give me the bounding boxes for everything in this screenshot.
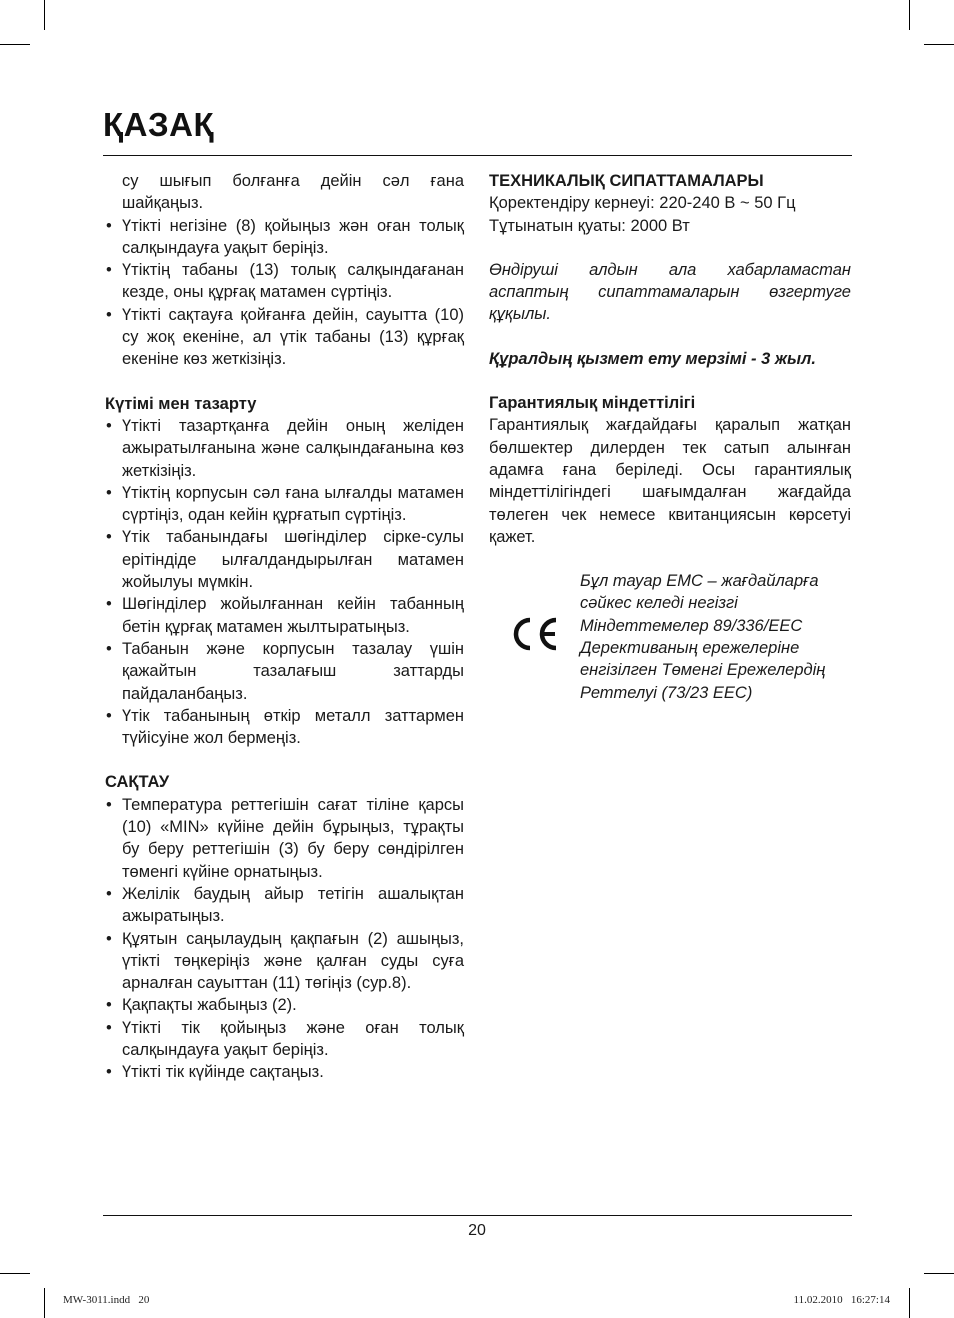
list-item: • Желілік баудың айыр тетігін ашалықтан ажыратыңыз.	[105, 883, 464, 928]
list-item: • Үтікті тазартқанға дейін оның желіден ажыратылғанына және салқындағанына көз жеткізіңіз.	[105, 415, 464, 482]
storage-heading: САҚТАУ	[105, 773, 170, 792]
crop-mark	[44, 1288, 45, 1318]
crop-mark	[0, 1273, 30, 1274]
list-item: • Құятын саңылаудың қақпағын (2) ашыңыз, үтікті төңкеріңіз және қалған суды суға арналған сауыттан (11) төгіңіз (сур.8).	[105, 928, 464, 995]
list-item: • Үтіктің корпусын сәл ғана ылғалды матамен сүртіңіз, одан кейін құрғатып сүртіңіз.	[105, 482, 464, 527]
warranty-text: Гарантиялық жағдайдағы қаралып жатқан бөлшектер дилерден тек сатып алынған адамға ғана беріледі. Осы гарантиялық міндеттілігіндегі шағымдалған жағдайда төлеген чек немесе квитанциясын көрсетуі қажет.	[489, 416, 851, 546]
ce-mark-icon	[509, 614, 561, 654]
care-heading: Күтімі мен тазарту	[105, 394, 257, 413]
list-item: • Үтікті тік күйінде сақтаңыз.	[105, 1061, 464, 1083]
crop-mark	[44, 0, 45, 30]
list-item: • Температура реттегішін сағат тіліне қарсы (10) «MIN» күйіне дейін бұрыңыз, тұрақты бу беру реттегішін (3) бу беру сөндірілген төменгі күйіне орнатыңыз.	[105, 794, 464, 883]
list-item: • Үтікті тік қойыңыз және оған толық салқындауға уақыт беріңіз.	[105, 1017, 464, 1062]
power-spec: Тұтынатын қуаты: 2000 Вт	[489, 216, 690, 235]
list-item: • Үтікті негізіне (8) қойыңыз жән оған толық салқындауға уақыт беріңіз.	[105, 215, 464, 260]
footer-rule	[103, 1215, 852, 1216]
care-list	[105, 415, 464, 749]
list-item: • Қақпақты жабыңыз (2).	[105, 994, 464, 1016]
crop-mark	[0, 44, 30, 45]
service-life: Құралдың қызмет ету мерзімі - 3 жыл.	[489, 349, 816, 368]
crop-mark	[909, 1288, 910, 1318]
list-item: • Үтік табанындағы шөгінділер сірке-сулы ерітіндіде ылғалдандырылған матамен жойылуы мүмкін.	[105, 526, 464, 593]
list-item: • Үтікті сақтауға қойғанға дейін, сауытта (10) су жоқ екеніне, ал үтік табаны (13) құрғақ екеніне көз жеткізіңіз.	[105, 304, 464, 371]
list-item: • Үтіктің табаны (13) толық салқындағанан кезде, оны құрғақ матамен сүртіңіз.	[105, 259, 464, 304]
voltage-spec: Қоректендіру кернеуі: 220-240 В ~ 50 Гц	[489, 194, 796, 213]
page-title: ҚАЗАҚ	[103, 106, 215, 143]
file-slug: MW-3011.indd 20	[63, 1294, 150, 1306]
date-slug: 11.02.2010 16:27:14	[793, 1294, 890, 1306]
ce-compliance-text: Бұл тауар ЕМС – жағдайларға сәйкес келеді негізгі Міндеттемелер 89/336/ЕЕС Дерективаның ережелеріне енгізілген Төменгі Ережелердің Реттелуі (73/23 ЕЕС)	[580, 572, 826, 702]
right-column	[489, 170, 851, 726]
list-item: • Үтік табанының өткір металл заттармен түйісуіне жол бермеңіз.	[105, 705, 464, 750]
ce-section	[489, 570, 851, 726]
crop-mark	[909, 0, 910, 30]
list-item: • Табанын және корпусын тазалау үшін қажайтын тазалағыш заттарды пайдаланбаңыз.	[105, 638, 464, 705]
intro-list	[105, 215, 464, 371]
warranty-heading: Гарантиялық міндеттілігі	[489, 394, 696, 413]
crop-mark	[924, 44, 954, 45]
list-item: • Шөгінділер жойылғаннан кейін табанның бетін құрғақ матамен жылтыратыңыз.	[105, 593, 464, 638]
intro-continuation: су шығып болғанға дейін сәл ғана шайқаңыз.	[122, 172, 464, 213]
header-rule	[103, 155, 852, 156]
page-number: 20	[468, 1222, 486, 1239]
manufacturer-notice: Өндіруші алдын ала хабарламастан аспаптың сипаттамаларын өзгертуге құқылы.	[489, 260, 851, 324]
left-column	[105, 170, 464, 1084]
crop-mark	[924, 1273, 954, 1274]
storage-list	[105, 794, 464, 1084]
tech-specs-heading: ТЕХНИКАЛЫҚ СИПАТТАМАЛАРЫ	[489, 172, 764, 190]
